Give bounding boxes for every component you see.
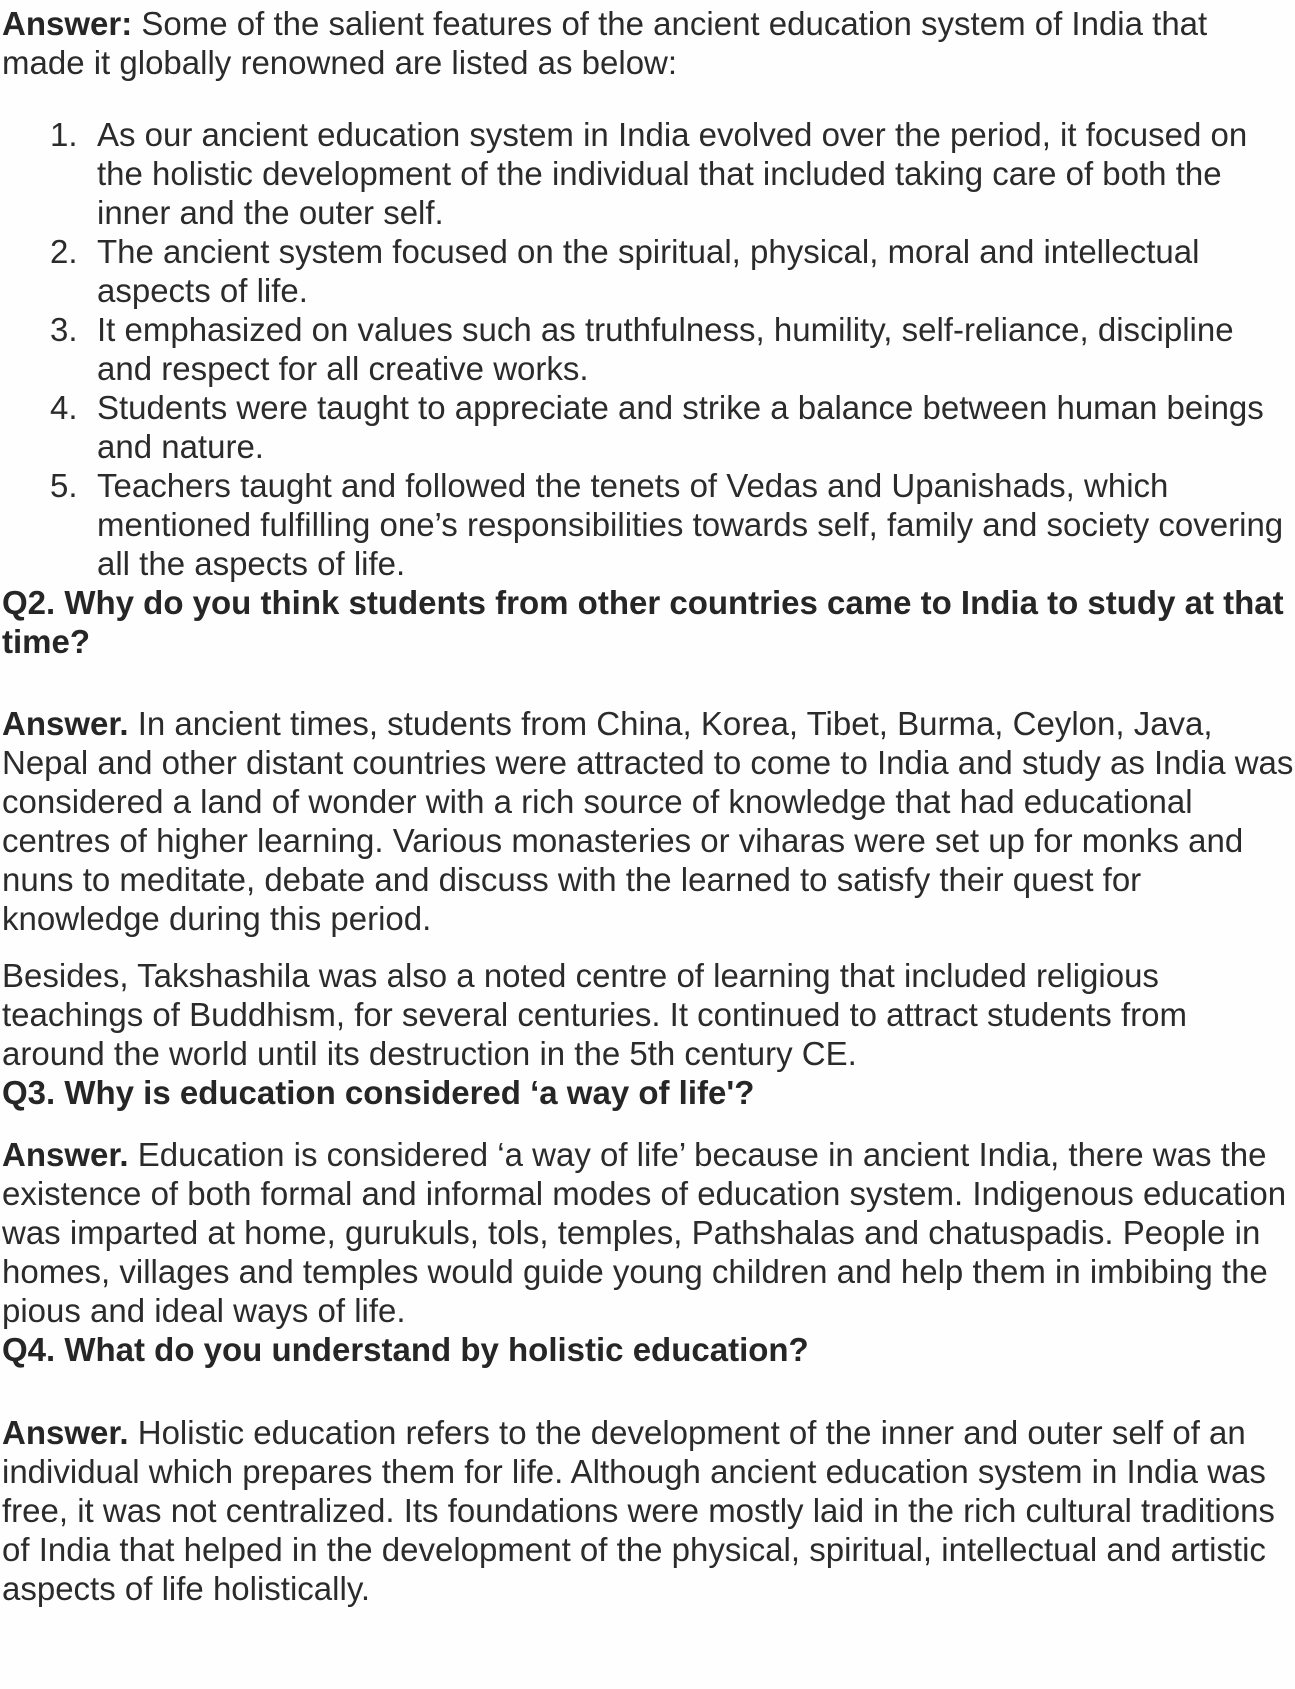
q2-answer-label: Answer. <box>2 705 138 742</box>
q2-heading: Q2. Why do you think students from other countries came to India to study at that time? <box>2 584 1284 660</box>
q1-answer-text: Some of the salient features of the ancient education system of India that made it globally renowned are listed as below: <box>2 5 1208 81</box>
list-item-marker: 3. <box>50 311 78 348</box>
q2-answer-paragraph-2: Besides, Takshashila was also a noted centre of learning that included religious teachings of Buddhism, for several centuries. It continued to attract students from around the world until its destruction in the 5th century CE. <box>2 957 1187 1072</box>
list-item <box>2 232 1295 310</box>
list-item <box>2 115 1295 232</box>
list-item-marker: 1. <box>50 116 78 153</box>
list-item <box>2 388 1295 466</box>
q3-heading: Q3. Why is education considered ‘a way of life'? <box>2 1074 755 1111</box>
list-item-text: Teachers taught and followed the tenets of Vedas and Upanishads, which mentioned fulfilling one’s responsibilities towards self, family and society covering all the aspects of life. <box>97 467 1284 582</box>
q4-heading: Q4. What do you understand by holistic education? <box>2 1331 809 1368</box>
q1-answer-paragraph <box>2 4 1295 82</box>
q3-answer-text: Education is considered ‘a way of life’ because in ancient India, there was the existence of both formal and informal modes of education system. Indigenous education was imparted at home, gurukuls, tols, temples, Pathshalas and chatuspadis. People in homes, villages and temples would guide young children and help them in imbibing the pious and ideal ways of life. <box>2 1136 1287 1329</box>
q4-answer-text: Holistic education refers to the development of the inner and outer self of an individual which prepares them for life. Although ancient education system in India was free, it was not centralized. Its foundations were mostly laid in the rich cultural traditions of India that helped in the development of the physical, spiritual, intellectual and artistic aspects of life holistically. <box>2 1414 1275 1607</box>
q1-answer-label: Answer: <box>2 5 142 42</box>
features-list <box>2 115 1295 583</box>
list-item-marker: 4. <box>50 389 78 426</box>
list-item-marker: 2. <box>50 233 78 270</box>
list-item-text: The ancient system focused on the spiritual, physical, moral and intellectual aspects of life. <box>97 233 1200 309</box>
q2-answer-paragraph <box>2 704 1295 938</box>
q3-answer-label: Answer. <box>2 1136 138 1173</box>
list-item-marker: 5. <box>50 467 78 504</box>
list-item-text: As our ancient education system in India evolved over the period, it focused on the holistic development of the individual that included taking care of both the inner and the outer self. <box>97 116 1248 231</box>
list-item-text: It emphasized on values such as truthfulness, humility, self-reliance, discipline and respect for all creative works. <box>97 311 1234 387</box>
q4-answer-label: Answer. <box>2 1414 138 1451</box>
q4-answer-paragraph <box>2 1413 1295 1608</box>
list-item <box>2 310 1295 388</box>
list-item-text: Students were taught to appreciate and strike a balance between human beings and nature. <box>97 389 1264 465</box>
q3-answer-paragraph <box>2 1135 1295 1330</box>
q2-answer-text: In ancient times, students from China, Korea, Tibet, Burma, Ceylon, Java, Nepal and other distant countries were attracted to come to India and study as India was considered a land of wonder with a rich source of knowledge that had educational centres of higher learning. Various monasteries or viharas were set up for monks and nuns to meditate, debate and discuss with the learned to satisfy their quest for knowledge during this period. <box>2 705 1294 937</box>
list-item <box>2 466 1295 583</box>
